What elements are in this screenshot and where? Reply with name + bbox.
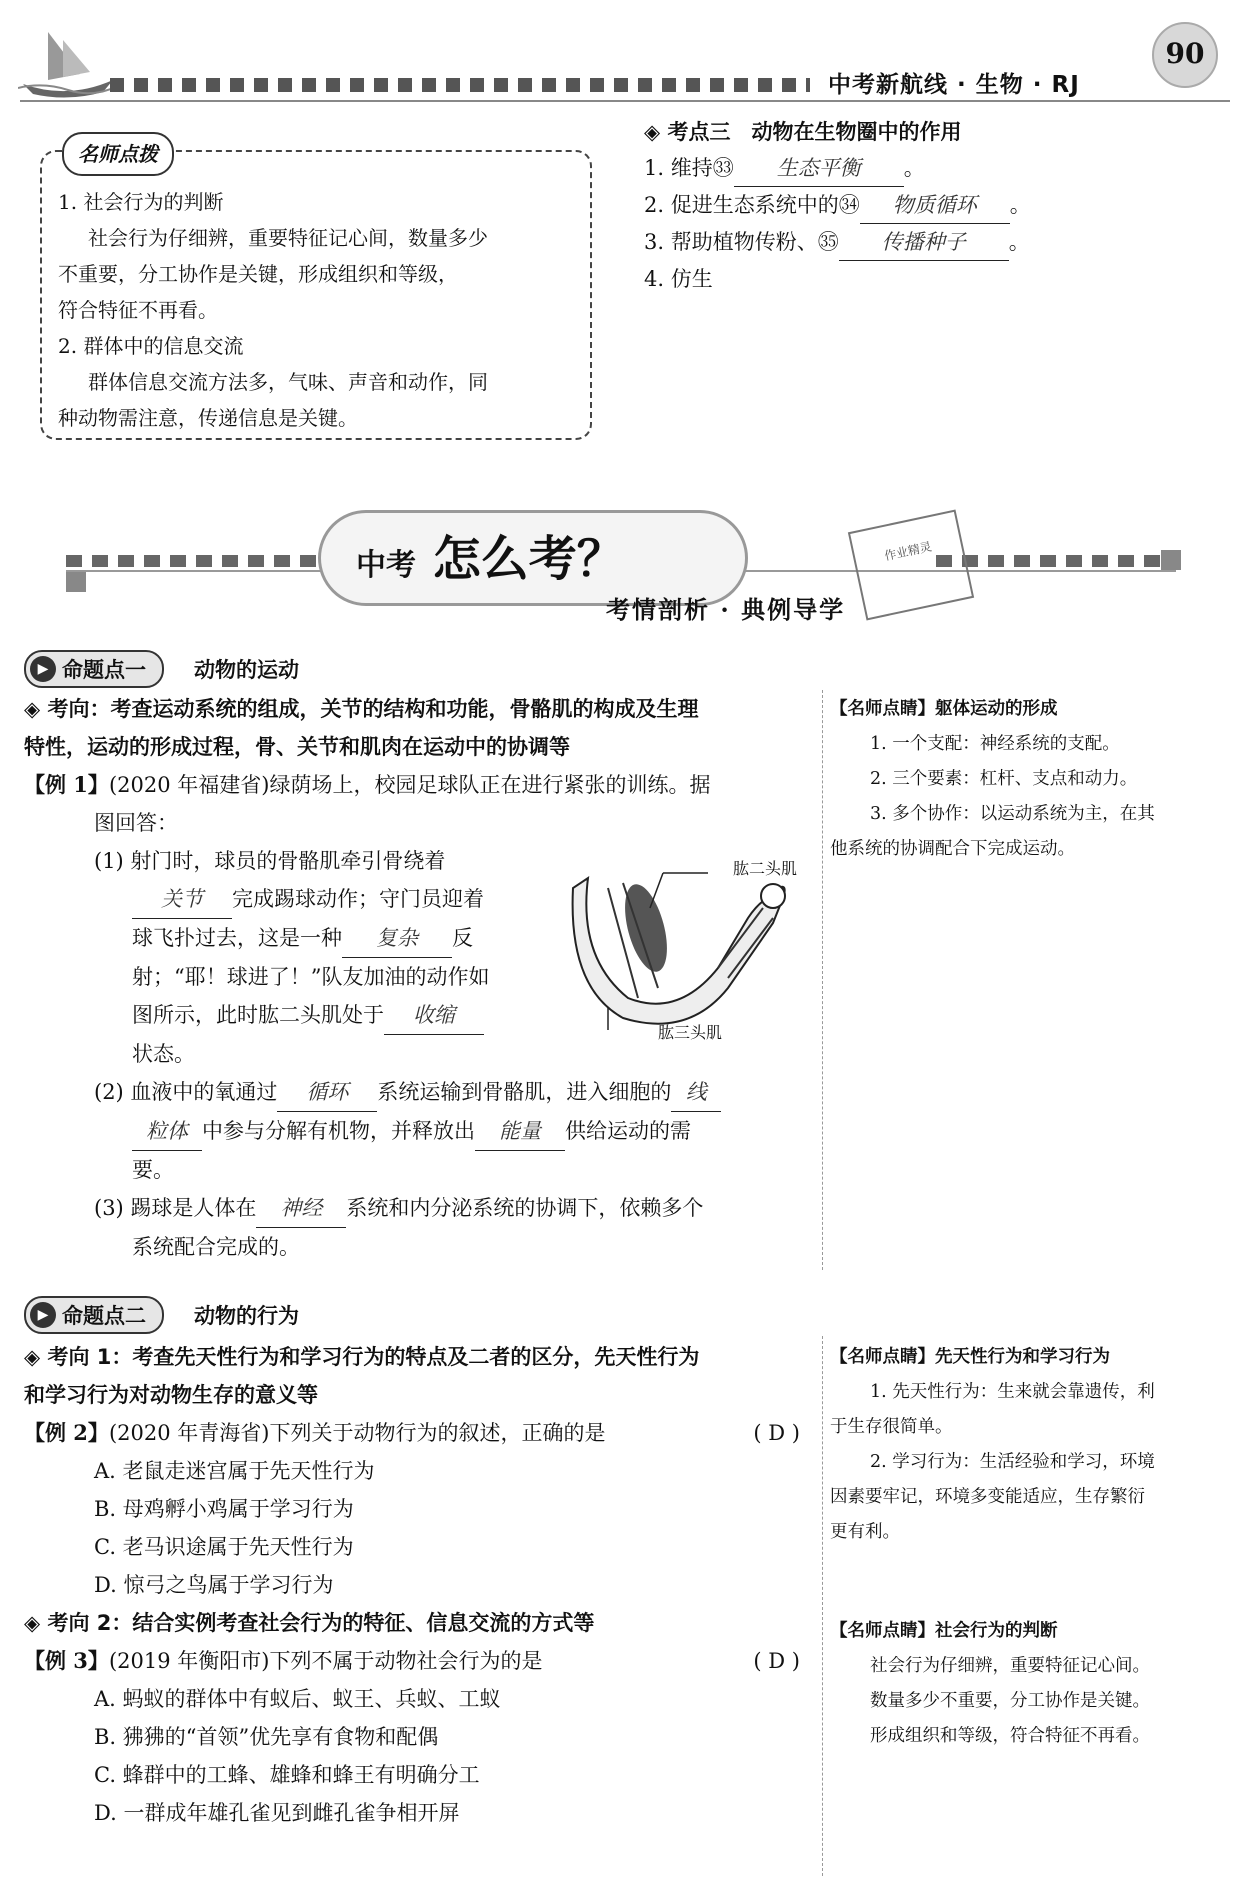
diamond-icon: ◈ — [24, 697, 41, 721]
banner-block-right — [1161, 550, 1181, 570]
example-2: 【例 2】(2020 年青海省)下列关于动物行为的叙述，正确的是 ( D ) — [24, 1414, 814, 1452]
ship-logo-icon — [18, 22, 118, 102]
answer: ( D ) — [753, 1421, 800, 1445]
option: C. 蜂群中的工蜂、雄蜂和蜂王有明确分工 — [94, 1763, 480, 1787]
diamond-icon: ◈ — [644, 120, 661, 144]
option: D. 惊弓之鸟属于学习行为 — [94, 1573, 334, 1597]
question-line: 球飞扑过去，这是一种 复杂 反 — [24, 919, 564, 958]
tips-line: 符合特征不再看。 — [58, 298, 218, 322]
side-note-line: 因素要牢记，环境多变能适应，生存繁衍 — [830, 1487, 1145, 1507]
tips-line: 不重要，分工协作是关键，形成组织和等级， — [58, 262, 458, 286]
question-line: (2) 血液中的氧通过 循环 系统运输到骨骼肌，进入细胞的 线 — [24, 1073, 814, 1112]
fill-blank-answer: 传播种子 — [839, 224, 1009, 261]
tips-box-title: 名师点拨 — [62, 132, 174, 176]
figure-label-biceps: 肱二头肌 — [733, 859, 798, 878]
section-2-main — [24, 1338, 814, 1832]
exam-direction-cont: 和学习行为对动物生存的意义等 — [24, 1383, 318, 1407]
banner-title: 中考 怎么考？ — [356, 531, 625, 587]
option: B. 狒狒的“首领”优先享有食物和配偶 — [94, 1725, 439, 1749]
fill-blank-answer: 收缩 — [384, 996, 484, 1035]
option: C. 老马识途属于先天性行为 — [94, 1535, 354, 1559]
key-point-title: ◈ 考点三 动物在生物圈中的作用 — [644, 120, 962, 144]
question-line: 状态。 — [132, 1042, 195, 1066]
section-2-side-note-2 — [830, 1614, 1230, 1754]
fill-blank-answer: 复杂 — [342, 919, 452, 958]
section-tag-1 — [24, 650, 299, 688]
example-3: 【例 3】(2019 年衡阳市)下列不属于动物社会行为的是 ( D ) — [24, 1642, 814, 1680]
fill-blank-answer: 能量 — [475, 1112, 565, 1151]
series-title: 中考新航线 · 生物 · RJ — [828, 72, 1080, 98]
option: A. 蚂蚁的群体中有蚁后、蚁王、兵蚁、工蚁 — [94, 1687, 501, 1711]
question-line: 系统配合完成的。 — [132, 1235, 300, 1259]
side-note-line: 2. 三个要素：杠杆、支点和动力。 — [870, 769, 1138, 789]
key-point-3 — [644, 114, 1234, 297]
column-divider — [822, 1336, 823, 1876]
question-line: 射；“耶！球进了！”队友加油的动作如 — [132, 965, 490, 989]
key-point-item: 4. 仿生 — [644, 267, 713, 291]
side-note-head: 【名师点睛】社会行为的判断 — [830, 1621, 1058, 1641]
fill-blank-answer: 线 — [671, 1073, 721, 1112]
question-line: 关节 完成踢球动作；守门员迎着 — [24, 880, 564, 919]
tips-line: 2. 群体中的信息交流 — [58, 334, 244, 358]
side-note-line: 2. 学习行为：生活经验和学习，环境 — [870, 1452, 1155, 1472]
header-stripe — [110, 78, 810, 92]
question-line: (3) 踢球是人体在 神经 系统和内分泌系统的协调下，依赖多个 — [24, 1189, 814, 1228]
key-point-item: 2. 促进生态系统中的㉞ 物质循环 。 — [644, 187, 1234, 224]
tips-box — [40, 142, 592, 440]
fill-blank-answer: 循环 — [277, 1073, 377, 1112]
banner-subtitle: 考情剖析 · 典例导学 — [606, 595, 846, 624]
page-number: 90 — [1152, 22, 1218, 88]
question-line: 粒体 中参与分解有机物，并释放出 能量 供给运动的需 — [24, 1112, 814, 1151]
column-divider — [822, 690, 823, 1270]
side-note-line: 他系统的协调配合下完成运动。 — [830, 839, 1075, 859]
exam-direction: ◈ 考向：考查运动系统的组成，关节的结构和功能，骨骼肌的构成及生理 — [24, 697, 699, 721]
key-point-item: 1. 维持㉝ 生态平衡 。 — [644, 150, 1234, 187]
banner-stripe-right — [936, 555, 1176, 567]
play-arrow-icon: ▶ — [30, 656, 56, 682]
section-2-side-note-1 — [830, 1340, 1230, 1550]
fill-blank-answer: 生态平衡 — [734, 150, 904, 187]
option: B. 母鸡孵小鸡属于学习行为 — [94, 1497, 354, 1521]
header-divider — [20, 100, 1230, 102]
key-point-item: 3. 帮助植物传粉、㉟ 传播种子 。 — [644, 224, 1234, 261]
side-note-line: 社会行为仔细辨，重要特征记心间。 — [870, 1656, 1150, 1676]
fill-blank-answer: 物质循环 — [860, 187, 1010, 224]
question-line: 图所示，此时肱二头肌处于 收缩 — [24, 996, 564, 1035]
fill-blank-answer: 神经 — [256, 1189, 346, 1228]
side-note-line: 于生存很简单。 — [830, 1417, 953, 1437]
topic-tag: ▶ 命题点一 — [24, 650, 164, 688]
exam-direction-cont: 特性，运动的形成过程，骨、关节和肌肉在运动中的协调等 — [24, 735, 570, 759]
option: A. 老鼠走迷宫属于先天性行为 — [94, 1459, 375, 1483]
watermark-stamp: 作业精灵 — [848, 510, 974, 621]
option: D. 一群成年雄孔雀见到雌孔雀争相开屏 — [94, 1801, 460, 1825]
section-tag-2 — [24, 1296, 299, 1334]
tips-line: 种动物需注意，传递信息是关键。 — [58, 406, 358, 430]
tips-line: 社会行为仔细辨，重要特征记心间，数量多少 — [88, 226, 488, 250]
banner-block-left — [66, 572, 86, 592]
fill-blank-answer: 关节 — [132, 880, 232, 919]
side-note-line: 形成组织和等级，符合特征不再看。 — [870, 1726, 1150, 1746]
diamond-icon: ◈ — [24, 1345, 41, 1369]
play-arrow-icon: ▶ — [30, 1302, 56, 1328]
side-note-head: 【名师点睛】躯体运动的形成 — [830, 699, 1058, 719]
question-line: 要。 — [132, 1158, 174, 1182]
side-note-line: 数量多少不重要，分工协作是关键。 — [870, 1691, 1150, 1711]
question-line: (1) 射门时，球员的骨骼肌牵引骨绕着 — [94, 849, 446, 873]
diamond-icon: ◈ — [24, 1611, 41, 1635]
side-note-line: 1. 先天性行为：生来就会靠遗传，利 — [870, 1382, 1155, 1402]
topic-title: 动物的运动 — [194, 658, 299, 682]
side-note-line: 1. 一个支配：神经系统的支配。 — [870, 734, 1120, 754]
section-banner — [66, 510, 1186, 640]
side-note-head: 【名师点睛】先天性行为和学习行为 — [830, 1347, 1110, 1367]
exam-direction: ◈ 考向 1：考查先天性行为和学习行为的特点及二者的区分，先天性行为 — [24, 1345, 700, 1369]
example-1: 【例 1】(2020 年福建省)绿荫场上，校园足球队正在进行紧张的训练。据 — [24, 772, 711, 797]
arm-muscle-figure — [568, 848, 818, 1048]
figure-label-triceps: 肱三头肌 — [658, 1023, 723, 1042]
tips-line: 1. 社会行为的判断 — [58, 190, 224, 214]
topic-tag: ▶ 命题点二 — [24, 1296, 164, 1334]
fill-blank-answer: 粒体 — [132, 1112, 202, 1151]
side-note-line: 更有利。 — [830, 1522, 900, 1542]
topic-title: 动物的行为 — [194, 1304, 299, 1328]
section-1-side-note — [830, 692, 1230, 867]
page-header — [0, 0, 1250, 110]
exam-direction: ◈ 考向 2：结合实例考查社会行为的特征、信息交流的方式等 — [24, 1611, 595, 1635]
banner-stripe-left — [66, 555, 326, 567]
tips-line: 群体信息交流方法多，气味、声音和动作，同 — [88, 370, 488, 394]
example-text: 图回答： — [94, 811, 178, 835]
answer: ( D ) — [753, 1649, 800, 1673]
side-note-line: 3. 多个协作：以运动系统为主，在其 — [870, 804, 1155, 824]
